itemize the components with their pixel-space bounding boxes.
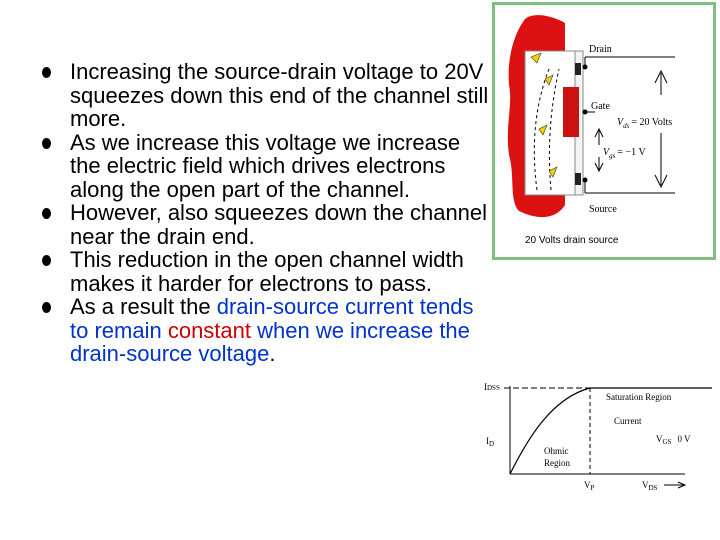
jfet-channel-diagram — [492, 2, 716, 260]
drain-label: Drain — [589, 44, 612, 55]
bullet-text-segment: As we increase this voltage we increase the electric field which drives electrons along the open part of the channel. — [70, 129, 461, 202]
gate-label: Gate — [591, 101, 610, 112]
vds-axis-label: $V_{DS}$ — [642, 480, 658, 492]
bullet-item — [40, 248, 490, 295]
bullet-item — [40, 201, 490, 248]
vds-label: $V_{ds} = 20$ Volts — [617, 117, 673, 130]
bullet-item — [40, 131, 490, 202]
bullet-item — [40, 60, 490, 131]
vgs-label: $V_{gs} = -1$ V — [603, 147, 646, 160]
ohmic-label-line2: Region — [544, 458, 570, 468]
bullet-text-segment: Increasing the source-drain voltage to 20V squeezes down this end of the channel still more. — [70, 59, 489, 131]
bullet-dot-icon — [42, 302, 51, 313]
bullet-text-segment: constant — [167, 317, 251, 343]
diagram-caption: 20 Volts drain source — [525, 235, 619, 246]
id-axis-label: $I_D$ — [486, 436, 495, 448]
bullet-dot-icon — [42, 255, 51, 266]
bullet-text-segment: However, also squeezes down the channel near the drain end. — [70, 200, 488, 249]
bullet-dot-icon — [42, 67, 51, 78]
bullet-text-segment: This reduction in the open channel width makes it harder for electrons to pass. — [70, 247, 464, 296]
gate-region — [563, 87, 579, 137]
drain-characteristic-graph — [480, 378, 718, 498]
graph-svg — [480, 378, 718, 498]
bullet-text-segment: when we increase the drain-source voltage — [70, 317, 470, 366]
bullet-dot-icon — [42, 208, 51, 219]
bullet-item — [40, 295, 490, 366]
current-label: Current — [614, 416, 642, 426]
saturation-label: Saturation Region — [606, 392, 672, 402]
drain-terminal — [575, 63, 581, 75]
bullet-text-segment: . — [269, 341, 276, 366]
source-label: Source — [589, 204, 617, 215]
jfet-diagram-svg — [495, 5, 713, 257]
bullet-text-segment: As a result the — [70, 294, 217, 319]
bullet-list — [40, 60, 490, 366]
vgs-curve-label: $V_{GS}$ 0 V — [656, 434, 691, 446]
source-terminal — [575, 173, 581, 185]
idss-label: IDSS — [484, 382, 500, 392]
vp-label: $V_P$ — [584, 480, 595, 492]
ohmic-label-line1: Ohmic — [544, 446, 569, 456]
bullet-text-segment: drain-source current tends to remain — [70, 294, 474, 343]
bullet-dot-icon — [42, 138, 51, 149]
